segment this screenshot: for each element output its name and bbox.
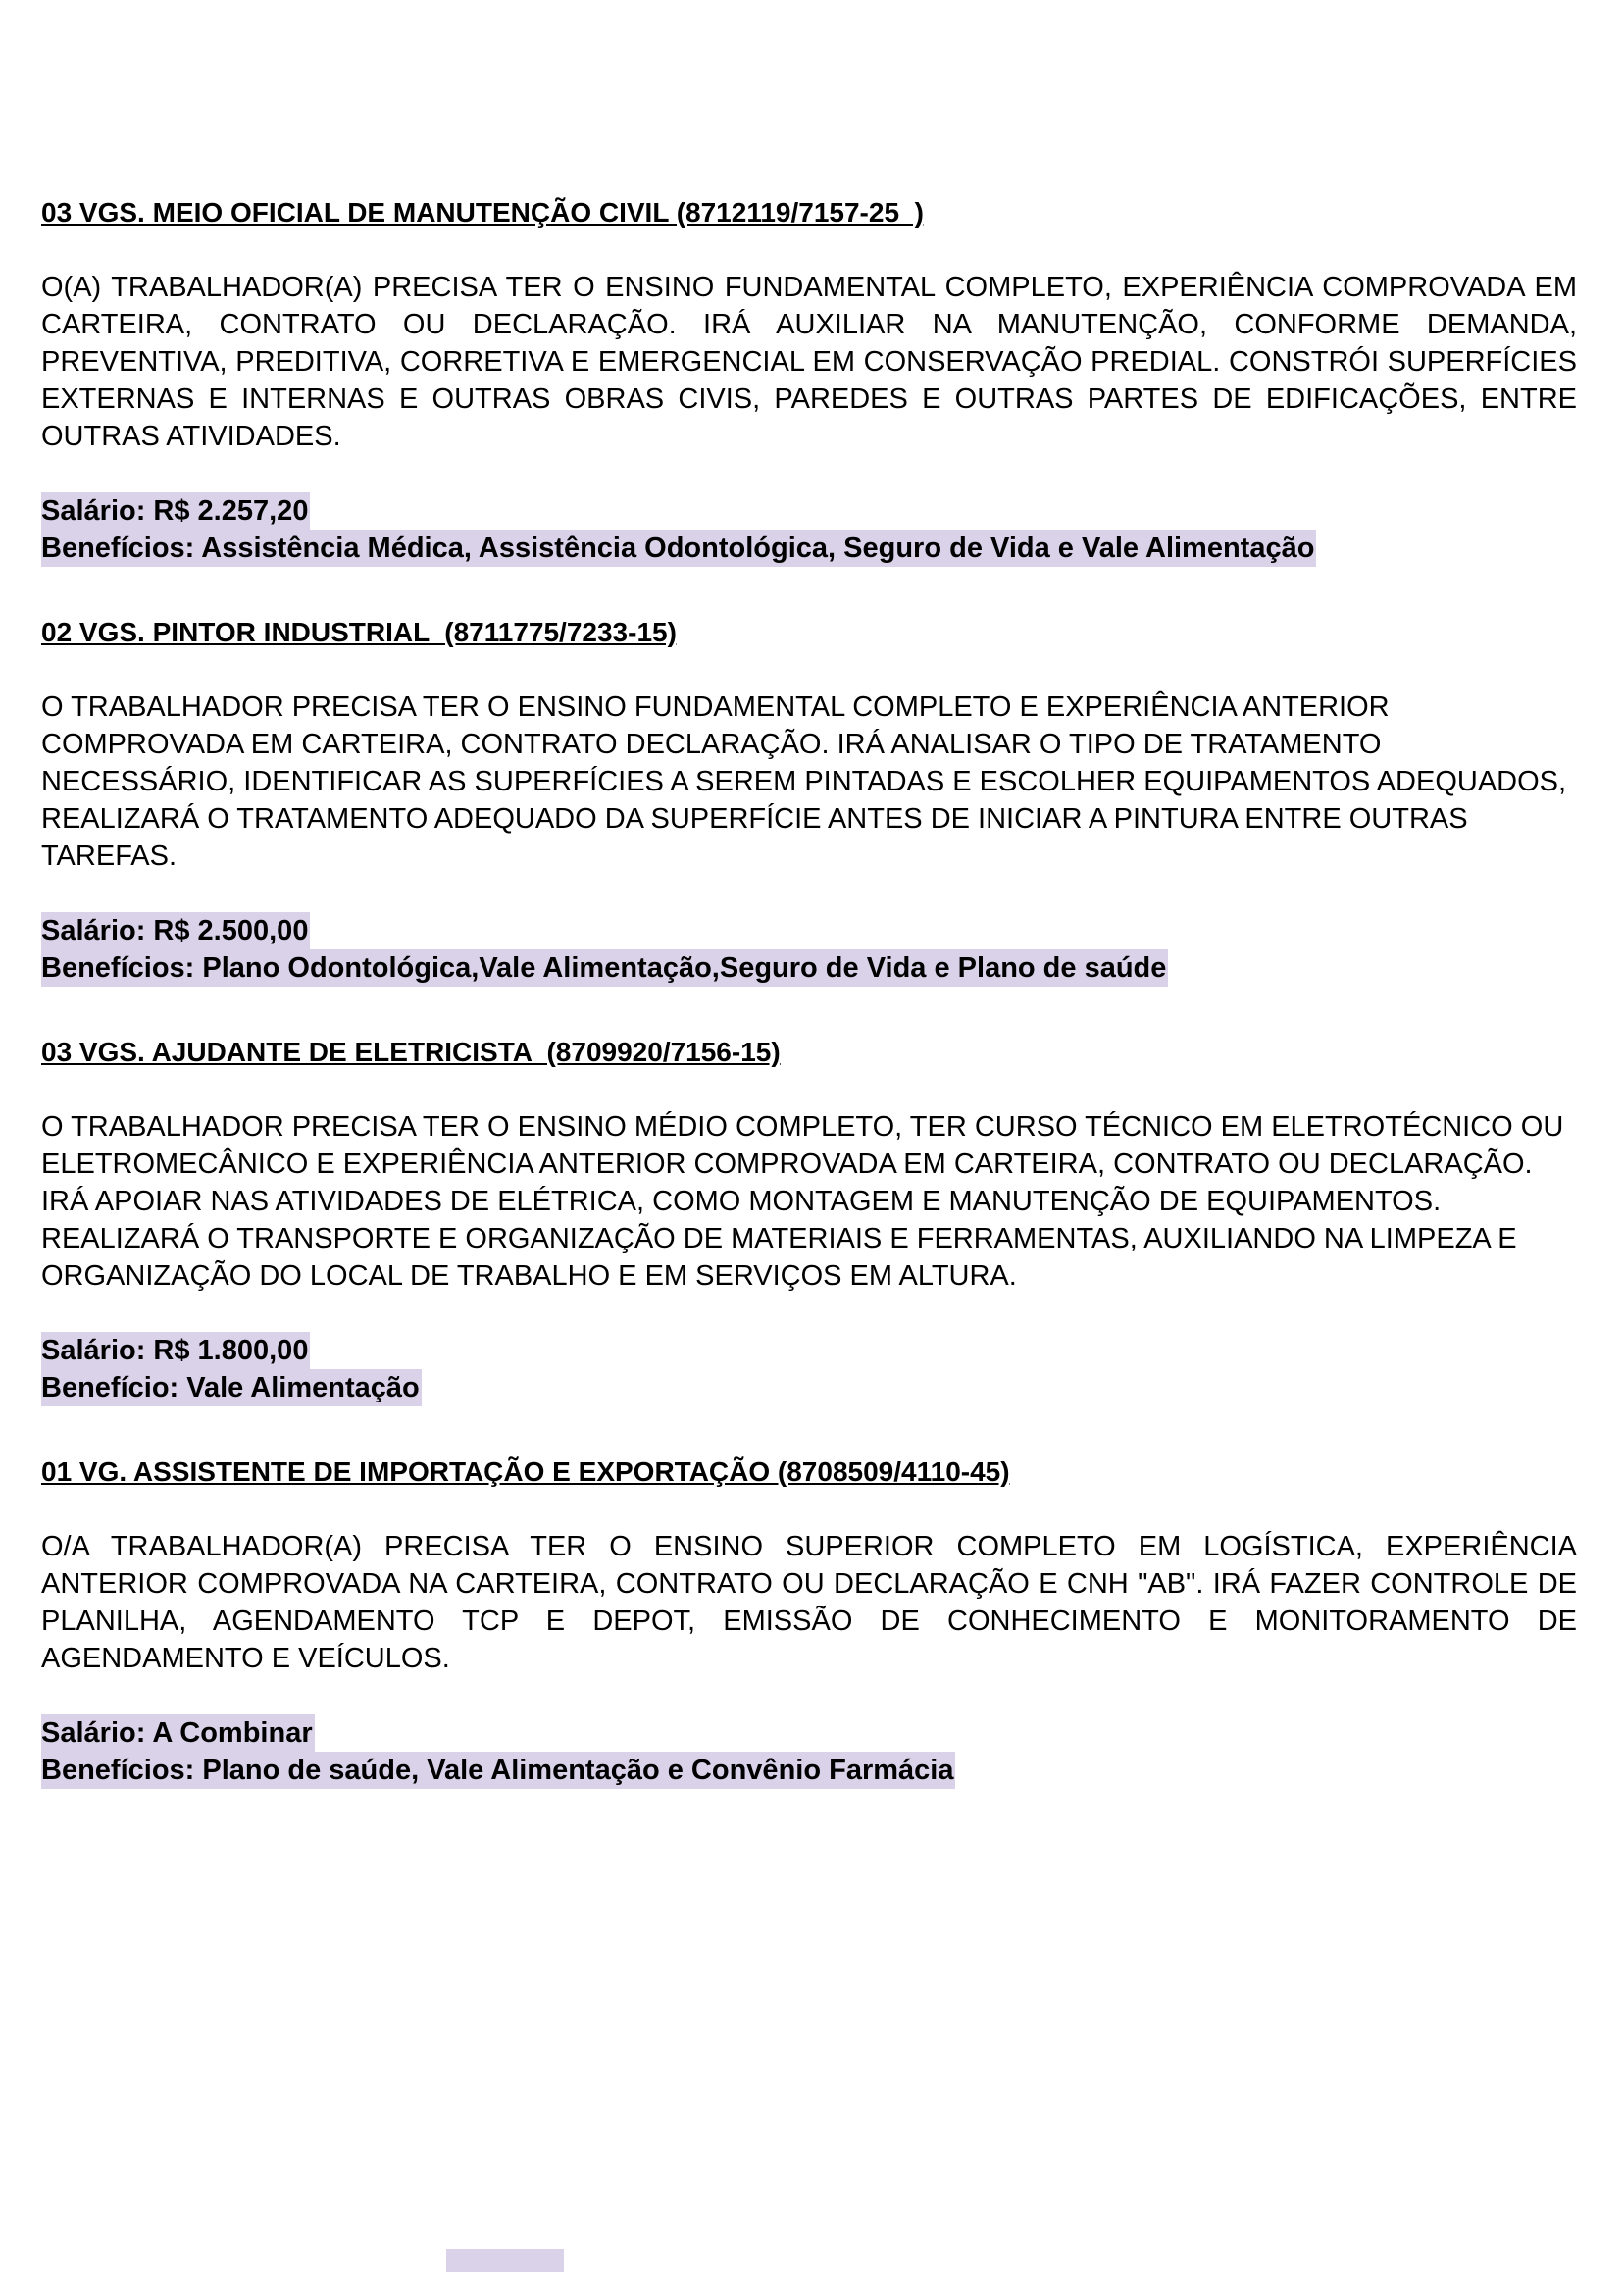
salary-line — [41, 1332, 1577, 1369]
benefits-line — [41, 1752, 1577, 1789]
benefits-line — [41, 1369, 1577, 1406]
job-listing-1 — [41, 194, 1577, 567]
salary-benefits-block — [41, 912, 1577, 987]
benefits-text: Benefícios: Plano Odontológica,Vale Alimentação,Seguro de Vida e Plano de saúde — [41, 949, 1168, 987]
job-description: O/A TRABALHADOR(A) PRECISA TER O ENSINO SUPERIOR COMPLETO EM LOGÍSTICA, EXPERIÊNCIA ANTERIOR COMPROVADA NA CARTEIRA, CONTRATO OU DECLARAÇÃO E CNH "AB". IRÁ FAZER CONTROLE DE PLANILHA, AGENDAMENTO TCP E DEPOT, EMISSÃO DE CONHECIMENTO E MONITORAMENTO DE AGENDAMENTO E VEÍCULOS. — [41, 1531, 1577, 1674]
salary-benefits-block — [41, 1332, 1577, 1406]
job-title: 01 VG. ASSISTENTE DE IMPORTAÇÃO E EXPORTAÇÃO (8708509/4110-45) — [41, 1456, 1010, 1487]
salary-text: Salário: R$ 2.500,00 — [41, 912, 310, 949]
job-listing-3 — [41, 1034, 1577, 1406]
salary-text: Salário: R$ 2.257,20 — [41, 492, 310, 530]
benefits-line — [41, 949, 1577, 987]
job-title: 03 VGS. MEIO OFICIAL DE MANUTENÇÃO CIVIL (8712119/7157-25 ) — [41, 197, 924, 228]
salary-text: Salário: A Combinar — [41, 1714, 315, 1752]
benefits-text: Benefício: Vale Alimentação — [41, 1369, 422, 1406]
benefits-text: Benefícios: Assistência Médica, Assistência Odontológica, Seguro de Vida e Vale Alimentação — [41, 530, 1316, 567]
salary-line — [41, 492, 1577, 530]
salary-text: Salário: R$ 1.800,00 — [41, 1332, 310, 1369]
job-description: O(A) TRABALHADOR(A) PRECISA TER O ENSINO FUNDAMENTAL COMPLETO, EXPERIÊNCIA COMPROVADA EM CARTEIRA, CONTRATO OU DECLARAÇÃO. IRÁ AUXILIAR NA MANUTENÇÃO, CONFORME DEMANDA, PREVENTIVA, PREDITIVA, CORRETIVA E EMERGENCIAL EM CONSERVAÇÃO PREDIAL. CONSTRÓI SUPERFÍCIES EXTERNAS E INTERNAS E OUTRAS OBRAS CIVIS, PAREDES E OUTRAS PARTES DE EDIFICAÇÕES, ENTRE OUTRAS ATIVIDADES. — [41, 272, 1577, 452]
benefits-line — [41, 530, 1577, 567]
job-listing-2 — [41, 614, 1577, 987]
salary-line — [41, 1714, 1577, 1752]
trailing-highlight-mark — [446, 2249, 564, 2272]
benefits-text: Benefícios: Plano de saúde, Vale Alimentação e Convênio Farmácia — [41, 1752, 955, 1789]
salary-benefits-block — [41, 492, 1577, 567]
salary-benefits-block — [41, 1714, 1577, 1789]
job-listing-4 — [41, 1453, 1577, 1789]
job-description: O TRABALHADOR PRECISA TER O ENSINO MÉDIO COMPLETO, TER CURSO TÉCNICO EM ELETROTÉCNICO OU ELETROMECÂNICO E EXPERIÊNCIA ANTERIOR COMPROVADA EM CARTEIRA, CONTRATO OU DECLARAÇÃO. IRÁ APOIAR NAS ATIVIDADES DE ELÉTRICA, COMO MONTAGEM E MANUTENÇÃO DE EQUIPAMENTOS. REALIZARÁ O TRANSPORTE E ORGANIZAÇÃO DE MATERIAIS E FERRAMENTAS, AUXILIANDO NA LIMPEZA E ORGANIZAÇÃO DO LOCAL DE TRABALHO E EM SERVIÇOS EM ALTURA. — [41, 1111, 1564, 1292]
salary-line — [41, 912, 1577, 949]
job-title: 02 VGS. PINTOR INDUSTRIAL (8711775/7233-15) — [41, 617, 677, 647]
job-title: 03 VGS. AJUDANTE DE ELETRICISTA (8709920/7156-15) — [41, 1037, 781, 1067]
job-description: O TRABALHADOR PRECISA TER O ENSINO FUNDAMENTAL COMPLETO E EXPERIÊNCIA ANTERIOR COMPROVADA EM CARTEIRA, CONTRATO DECLARAÇÃO. IRÁ ANALISAR O TIPO DE TRATAMENTO NECESSÁRIO, IDENTIFICAR AS SUPERFÍCIES A SEREM PINTADAS E ESCOLHER EQUIPAMENTOS ADEQUADOS, REALIZARÁ O TRATAMENTO ADEQUADO DA SUPERFÍCIE ANTES DE INICIAR A PINTURA ENTRE OUTRAS TAREFAS. — [41, 691, 1567, 872]
